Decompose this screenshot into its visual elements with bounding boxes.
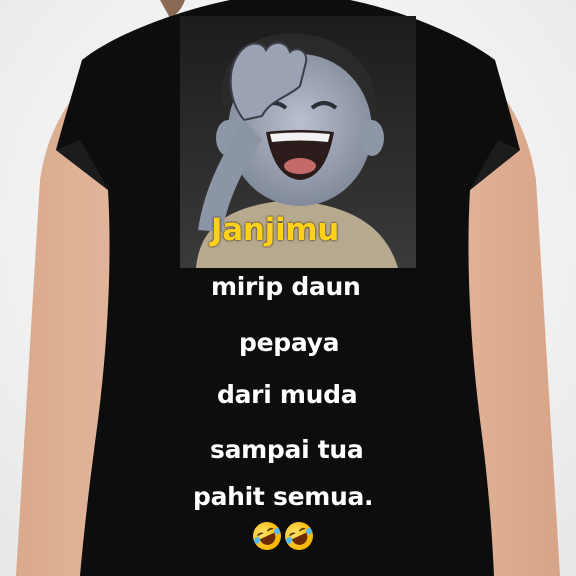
text-line: dari muda (217, 380, 358, 409)
text-line: pepaya (239, 328, 340, 357)
text-line: pahit semua. (193, 482, 374, 511)
headline-text: Janjimu (211, 212, 340, 248)
emoji-row (253, 522, 313, 550)
text-line: mirip daun (211, 272, 361, 301)
rolling-on-floor-laughing-icon (248, 517, 285, 554)
kid-tongue (284, 158, 316, 174)
text-line: sampai tua (210, 435, 364, 464)
kid-ear-right (360, 120, 384, 156)
rolling-on-floor-laughing-icon (280, 517, 317, 554)
